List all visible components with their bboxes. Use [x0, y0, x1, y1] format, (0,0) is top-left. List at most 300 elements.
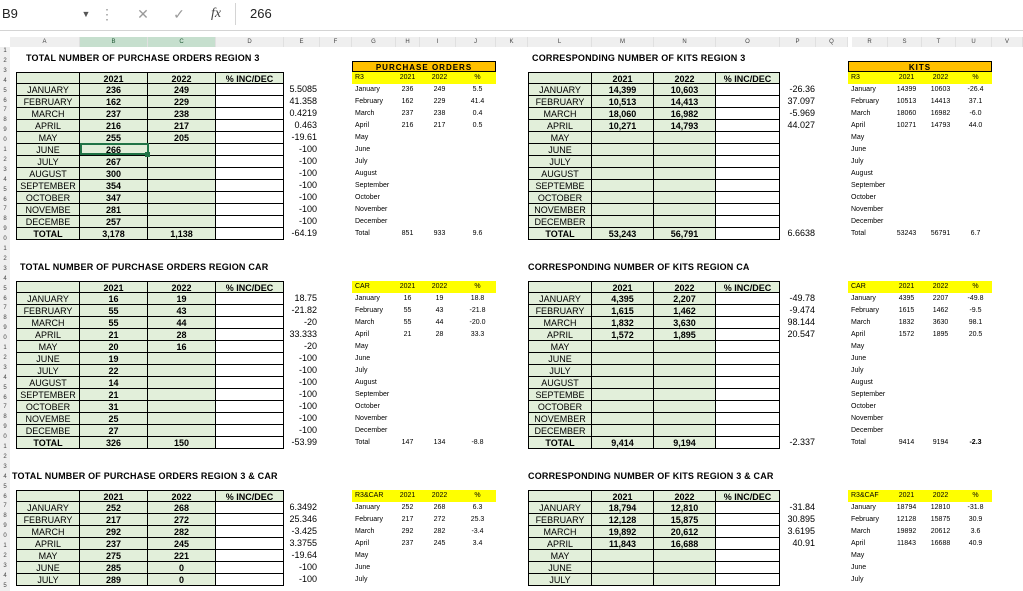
row-header[interactable]: 3	[3, 166, 7, 173]
kits-pct-change-cell[interactable]	[774, 204, 818, 216]
value-cell[interactable]	[216, 365, 284, 377]
summary-cell[interactable]	[922, 353, 956, 365]
kits-value-cell[interactable]: 16,982	[654, 108, 716, 120]
summary-cell[interactable]: 3.6	[970, 528, 981, 535]
summary-cell[interactable]	[956, 132, 992, 144]
summary-cell[interactable]	[456, 156, 496, 168]
summary-cell[interactable]	[922, 180, 956, 192]
kits-pct-change-cell[interactable]	[774, 156, 818, 168]
summary-cell[interactable]: -26.4	[967, 86, 984, 93]
value-cell[interactable]: 28	[148, 329, 216, 341]
value-cell[interactable]: 236	[80, 84, 148, 96]
kits-value-cell[interactable]	[716, 317, 780, 329]
kits-value-cell[interactable]	[716, 329, 780, 341]
month-cell[interactable]: FEBRUARY	[16, 305, 80, 317]
summary-cell[interactable]: September	[355, 391, 390, 398]
summary-cell[interactable]	[456, 562, 496, 574]
kits-value-cell[interactable]	[716, 574, 780, 586]
summary-cell[interactable]: 3630	[932, 319, 949, 326]
column-header-p[interactable]: P	[780, 37, 816, 47]
summary-cell[interactable]	[420, 353, 456, 365]
kits-value-cell[interactable]	[654, 156, 716, 168]
summary-cell[interactable]	[420, 365, 456, 377]
month-cell[interactable]: NOVEMBE	[16, 413, 80, 425]
row-header[interactable]: 2	[3, 354, 7, 361]
kits-value-cell[interactable]	[654, 353, 716, 365]
summary-cell[interactable]: 15875	[930, 516, 951, 523]
pct-change-cell[interactable]: 0.4219	[289, 108, 317, 118]
kits-pct-change-cell[interactable]	[774, 192, 818, 204]
pct-change-cell[interactable]: 5.5085	[289, 84, 317, 94]
summary-cell[interactable]: June	[851, 564, 867, 571]
summary-cell[interactable]	[888, 132, 922, 144]
kits-value-cell[interactable]: 1,615	[592, 305, 654, 317]
value-cell[interactable]: 252	[80, 502, 148, 514]
row-header[interactable]: 7	[3, 305, 7, 312]
summary-cell[interactable]	[922, 574, 956, 586]
month-cell[interactable]: JULY	[528, 365, 592, 377]
value-cell[interactable]	[216, 413, 284, 425]
column-header-v[interactable]: V	[992, 37, 1023, 47]
value-cell[interactable]: 289	[80, 574, 148, 586]
kits-value-cell[interactable]	[654, 144, 716, 156]
summary-cell[interactable]	[420, 401, 456, 413]
summary-cell[interactable]	[956, 144, 992, 156]
kits-value-cell[interactable]	[716, 192, 780, 204]
value-cell[interactable]: 31	[80, 401, 148, 413]
value-cell[interactable]	[216, 574, 284, 586]
summary-cell[interactable]: June	[851, 146, 867, 153]
value-cell[interactable]: 347	[80, 192, 148, 204]
row-header[interactable]: 9	[3, 424, 7, 431]
month-cell[interactable]: NOVEMBER	[528, 413, 592, 425]
kits-value-cell[interactable]	[654, 180, 716, 192]
value-cell[interactable]: 162	[80, 96, 148, 108]
cancel-icon[interactable]: ✕	[137, 6, 149, 22]
value-cell[interactable]: 22	[80, 365, 148, 377]
summary-cell[interactable]: 20.5	[968, 331, 983, 338]
month-cell[interactable]: JUNE	[528, 144, 592, 156]
month-cell[interactable]: AUGUST	[528, 377, 592, 389]
summary-cell[interactable]: 1572	[898, 331, 915, 338]
value-cell[interactable]: 55	[80, 305, 148, 317]
summary-cell[interactable]	[888, 204, 922, 216]
kits-pct-change-cell[interactable]	[774, 425, 818, 437]
row-header[interactable]: 7	[3, 404, 7, 411]
kits-value-cell[interactable]	[716, 389, 780, 401]
summary-cell[interactable]	[420, 168, 456, 180]
summary-cell[interactable]	[420, 216, 456, 228]
pct-change-cell[interactable]: -64.19	[291, 228, 317, 238]
column-header-m[interactable]: M	[592, 37, 654, 47]
summary-cell[interactable]	[888, 156, 922, 168]
month-cell[interactable]: JUNE	[528, 353, 592, 365]
summary-cell[interactable]: April	[355, 540, 370, 547]
summary-cell[interactable]: October	[355, 403, 380, 410]
month-cell[interactable]: JUNE	[16, 353, 80, 365]
kits-value-cell[interactable]	[716, 156, 780, 168]
kits-value-cell[interactable]	[592, 156, 654, 168]
month-cell[interactable]: APRIL	[16, 538, 80, 550]
summary-cell[interactable]: November	[851, 206, 884, 213]
kits-value-cell[interactable]	[654, 562, 716, 574]
summary-cell[interactable]: March	[851, 319, 871, 326]
summary-cell[interactable]: July	[851, 158, 864, 165]
formula-input[interactable]: 266	[235, 3, 1023, 25]
summary-cell[interactable]: September	[851, 182, 886, 189]
value-cell[interactable]	[216, 204, 284, 216]
month-cell[interactable]: DECEMBER	[528, 425, 592, 437]
summary-cell[interactable]: December	[851, 218, 884, 225]
row-header[interactable]: 5	[3, 483, 7, 490]
summary-cell[interactable]	[392, 401, 420, 413]
row-header[interactable]: 0	[3, 236, 7, 243]
pct-change-cell[interactable]: 18.75	[294, 293, 317, 303]
summary-cell[interactable]: 249	[433, 86, 446, 93]
summary-cell[interactable]	[956, 365, 992, 377]
kits-pct-change-cell[interactable]: 20.547	[787, 329, 815, 339]
summary-cell[interactable]: February	[355, 307, 384, 314]
summary-cell[interactable]: February	[355, 98, 384, 105]
summary-cell[interactable]	[420, 562, 456, 574]
summary-cell[interactable]	[888, 180, 922, 192]
summary-cell[interactable]	[392, 365, 420, 377]
pct-change-cell[interactable]: -100	[298, 389, 317, 399]
summary-cell[interactable]: 16688	[930, 540, 951, 547]
summary-cell[interactable]	[456, 192, 496, 204]
summary-cell[interactable]	[956, 156, 992, 168]
pct-change-cell[interactable]: -19.64	[291, 550, 317, 560]
value-cell[interactable]: 25	[80, 413, 148, 425]
summary-cell[interactable]: June	[355, 564, 371, 571]
kits-value-cell[interactable]: 11,843	[592, 538, 654, 550]
column-header-a[interactable]: A	[10, 37, 80, 47]
month-cell[interactable]: JANUARY	[16, 293, 80, 305]
summary-cell[interactable]: April	[851, 122, 866, 129]
summary-cell[interactable]	[392, 389, 420, 401]
summary-cell[interactable]	[392, 156, 420, 168]
month-cell[interactable]: MAY	[16, 132, 80, 144]
summary-cell[interactable]	[420, 574, 456, 586]
summary-cell[interactable]: January	[851, 295, 876, 302]
kits-value-cell[interactable]	[654, 550, 716, 562]
value-cell[interactable]	[216, 180, 284, 192]
kits-value-cell[interactable]	[716, 526, 780, 538]
column-header-u[interactable]: U	[956, 37, 992, 47]
pct-change-cell[interactable]: -100	[298, 144, 317, 154]
value-cell[interactable]	[216, 353, 284, 365]
row-header[interactable]: 8	[3, 315, 7, 322]
summary-cell[interactable]: May	[851, 343, 865, 350]
summary-cell[interactable]: August	[355, 379, 377, 386]
summary-cell[interactable]	[888, 377, 922, 389]
kits-value-cell[interactable]	[716, 180, 780, 192]
summary-cell[interactable]	[392, 341, 420, 353]
kits-pct-change-cell[interactable]	[774, 144, 818, 156]
row-header[interactable]: 5	[3, 186, 7, 193]
value-cell[interactable]	[216, 502, 284, 514]
row-header[interactable]: 8	[3, 117, 7, 124]
kits-value-cell[interactable]	[592, 341, 654, 353]
summary-cell[interactable]: 30.9	[968, 516, 983, 523]
summary-cell[interactable]: 6.7	[970, 230, 981, 237]
summary-cell[interactable]: 44	[435, 319, 444, 326]
kits-value-cell[interactable]	[716, 502, 780, 514]
month-cell[interactable]: AUGUST	[16, 168, 80, 180]
kits-value-cell[interactable]	[654, 204, 716, 216]
summary-cell[interactable]	[922, 341, 956, 353]
summary-cell[interactable]: 40.9	[968, 540, 983, 547]
summary-cell[interactable]	[420, 192, 456, 204]
kits-pct-change-cell[interactable]	[774, 216, 818, 228]
kits-value-cell[interactable]	[716, 365, 780, 377]
summary-cell[interactable]	[392, 413, 420, 425]
kits-value-cell[interactable]	[592, 144, 654, 156]
value-cell[interactable]	[216, 305, 284, 317]
value-cell[interactable]	[216, 437, 284, 449]
summary-cell[interactable]	[956, 180, 992, 192]
kits-pct-change-cell[interactable]: -31.84	[789, 502, 815, 512]
value-cell[interactable]: 20	[80, 341, 148, 353]
insert-function-icon[interactable]: fx	[210, 6, 222, 21]
kits-pct-change-cell[interactable]	[774, 389, 818, 401]
month-cell[interactable]: JULY	[528, 156, 592, 168]
month-cell[interactable]: AUGUST	[16, 377, 80, 389]
summary-cell[interactable]: 18794	[896, 504, 917, 511]
summary-cell[interactable]	[956, 204, 992, 216]
kits-value-cell[interactable]	[592, 562, 654, 574]
kits-value-cell[interactable]: 10,513	[592, 96, 654, 108]
summary-cell[interactable]: 162	[401, 98, 414, 105]
enter-icon[interactable]: ✓	[173, 6, 185, 22]
month-cell[interactable]: SEPTEMBE	[528, 180, 592, 192]
kits-value-cell[interactable]: 14,413	[654, 96, 716, 108]
summary-cell[interactable]	[888, 353, 922, 365]
summary-cell[interactable]	[456, 401, 496, 413]
kits-value-cell[interactable]	[592, 365, 654, 377]
value-cell[interactable]	[148, 156, 216, 168]
pct-change-cell[interactable]: -100	[298, 425, 317, 435]
row-header[interactable]: 8	[3, 513, 7, 520]
summary-cell[interactable]: May	[355, 343, 369, 350]
summary-cell[interactable]: January	[355, 86, 380, 93]
value-cell[interactable]: 217	[80, 514, 148, 526]
summary-cell[interactable]: -9.5	[969, 307, 982, 314]
summary-cell[interactable]: 19892	[896, 528, 917, 535]
summary-cell[interactable]	[456, 144, 496, 156]
summary-cell[interactable]: 14793	[930, 122, 951, 129]
kits-value-cell[interactable]	[592, 401, 654, 413]
kits-value-cell[interactable]	[716, 168, 780, 180]
summary-cell[interactable]	[888, 401, 922, 413]
column-header-j[interactable]: J	[456, 37, 496, 47]
summary-cell[interactable]	[888, 550, 922, 562]
month-cell[interactable]: DECEMBER	[528, 216, 592, 228]
summary-cell[interactable]	[420, 550, 456, 562]
column-header-c[interactable]: C	[148, 37, 216, 47]
kits-value-cell[interactable]	[654, 377, 716, 389]
row-header[interactable]: 6	[3, 196, 7, 203]
summary-cell[interactable]: August	[355, 170, 377, 177]
value-cell[interactable]: 326	[80, 437, 148, 449]
kits-pct-change-cell[interactable]	[774, 365, 818, 377]
row-header[interactable]: 2	[3, 255, 7, 262]
kits-value-cell[interactable]	[716, 204, 780, 216]
summary-cell[interactable]: December	[355, 427, 388, 434]
summary-cell[interactable]	[888, 562, 922, 574]
kits-value-cell[interactable]	[716, 413, 780, 425]
summary-cell[interactable]: 56791	[930, 230, 951, 237]
summary-cell[interactable]	[392, 425, 420, 437]
row-header[interactable]: 9	[3, 127, 7, 134]
kits-value-cell[interactable]	[716, 132, 780, 144]
summary-cell[interactable]: 11843	[897, 540, 916, 547]
summary-cell[interactable]: 237	[401, 110, 414, 117]
value-cell[interactable]	[216, 192, 284, 204]
value-cell[interactable]	[148, 377, 216, 389]
value-cell[interactable]: 282	[148, 526, 216, 538]
month-cell[interactable]: TOTAL	[16, 228, 80, 240]
kits-pct-change-cell[interactable]: 3.6195	[787, 526, 815, 536]
summary-cell[interactable]: 10603	[930, 86, 951, 93]
kits-value-cell[interactable]: 9,194	[654, 437, 716, 449]
summary-cell[interactable]: 18060	[896, 110, 917, 117]
value-cell[interactable]: 237	[80, 538, 148, 550]
summary-cell[interactable]	[922, 365, 956, 377]
summary-cell[interactable]: 14399	[896, 86, 917, 93]
month-cell[interactable]: JANUARY	[16, 84, 80, 96]
pct-change-cell[interactable]: -100	[298, 562, 317, 572]
name-box[interactable]: B9	[2, 6, 18, 21]
summary-cell[interactable]: April	[355, 122, 370, 129]
kits-pct-change-cell[interactable]: 6.6638	[787, 228, 815, 238]
kits-value-cell[interactable]: 12,810	[654, 502, 716, 514]
kits-pct-change-cell[interactable]	[774, 353, 818, 365]
pct-change-cell[interactable]: 41.358	[289, 96, 317, 106]
row-header[interactable]: 4	[3, 275, 7, 282]
row-header[interactable]: 6	[3, 493, 7, 500]
summary-cell[interactable]	[392, 574, 420, 586]
month-cell[interactable]: JANUARY	[16, 502, 80, 514]
value-cell[interactable]: 16	[80, 293, 148, 305]
summary-cell[interactable]	[456, 132, 496, 144]
kits-value-cell[interactable]: 1,462	[654, 305, 716, 317]
month-cell[interactable]: APRIL	[528, 120, 592, 132]
summary-cell[interactable]	[922, 562, 956, 574]
summary-cell[interactable]	[956, 341, 992, 353]
summary-cell[interactable]: May	[851, 134, 865, 141]
month-cell[interactable]: JULY	[16, 574, 80, 586]
row-header[interactable]: 6	[3, 394, 7, 401]
pct-change-cell[interactable]: -100	[298, 168, 317, 178]
summary-cell[interactable]	[888, 216, 922, 228]
pct-change-cell[interactable]: -100	[298, 353, 317, 363]
summary-cell[interactable]: December	[851, 427, 884, 434]
value-cell[interactable]: 255	[80, 132, 148, 144]
summary-cell[interactable]: 268	[433, 504, 446, 511]
kits-value-cell[interactable]	[592, 168, 654, 180]
value-cell[interactable]	[216, 389, 284, 401]
month-cell[interactable]: TOTAL	[528, 228, 592, 240]
month-cell[interactable]: JANUARY	[528, 84, 592, 96]
kits-value-cell[interactable]: 1,572	[592, 329, 654, 341]
summary-cell[interactable]: January	[355, 295, 380, 302]
summary-cell[interactable]: 147	[401, 439, 414, 446]
value-cell[interactable]: 21	[80, 329, 148, 341]
row-header[interactable]: 8	[3, 216, 7, 223]
summary-cell[interactable]: March	[355, 110, 375, 117]
summary-cell[interactable]: 1462	[932, 307, 949, 314]
summary-cell[interactable]: 9194	[932, 439, 949, 446]
value-cell[interactable]: 21	[80, 389, 148, 401]
kits-value-cell[interactable]	[592, 425, 654, 437]
kits-pct-change-cell[interactable]	[774, 413, 818, 425]
summary-cell[interactable]	[956, 192, 992, 204]
kits-value-cell[interactable]	[716, 305, 780, 317]
value-cell[interactable]	[216, 108, 284, 120]
value-cell[interactable]: 19	[80, 353, 148, 365]
summary-cell[interactable]: 217	[401, 516, 414, 523]
kits-value-cell[interactable]: 14,399	[592, 84, 654, 96]
summary-cell[interactable]: June	[851, 355, 867, 362]
month-cell[interactable]: MARCH	[528, 108, 592, 120]
summary-cell[interactable]	[392, 132, 420, 144]
row-header[interactable]: 3	[3, 364, 7, 371]
summary-cell[interactable]: 20612	[930, 528, 951, 535]
summary-cell[interactable]: 10271	[896, 122, 917, 129]
summary-cell[interactable]	[456, 550, 496, 562]
kits-pct-change-cell[interactable]: -49.78	[789, 293, 815, 303]
value-cell[interactable]	[148, 389, 216, 401]
summary-cell[interactable]: 16	[403, 295, 412, 302]
value-cell[interactable]	[216, 425, 284, 437]
value-cell[interactable]: 266	[80, 144, 148, 156]
value-cell[interactable]: 354	[80, 180, 148, 192]
month-cell[interactable]: MAY	[528, 550, 592, 562]
summary-cell[interactable]: February	[355, 516, 384, 523]
summary-cell[interactable]	[392, 144, 420, 156]
summary-cell[interactable]: 9414	[898, 439, 915, 446]
kits-value-cell[interactable]: 18,060	[592, 108, 654, 120]
row-header[interactable]: 1	[3, 246, 7, 252]
kits-value-cell[interactable]	[716, 562, 780, 574]
summary-cell[interactable]	[456, 168, 496, 180]
month-cell[interactable]: MARCH	[16, 317, 80, 329]
value-cell[interactable]	[216, 228, 284, 240]
summary-cell[interactable]: -49.8	[967, 295, 984, 302]
summary-cell[interactable]: -2.3	[969, 439, 982, 446]
summary-cell[interactable]: 44.0	[968, 122, 983, 129]
summary-cell[interactable]	[392, 562, 420, 574]
kits-value-cell[interactable]	[654, 365, 716, 377]
row-header[interactable]: 7	[3, 206, 7, 213]
summary-cell[interactable]	[956, 562, 992, 574]
row-header[interactable]: 5	[3, 87, 7, 94]
kits-value-cell[interactable]	[716, 341, 780, 353]
month-cell[interactable]: MAY	[16, 550, 80, 562]
kits-value-cell[interactable]	[716, 144, 780, 156]
kits-value-cell[interactable]	[654, 216, 716, 228]
summary-cell[interactable]	[888, 168, 922, 180]
summary-cell[interactable]: -8.8	[471, 439, 484, 446]
summary-cell[interactable]	[922, 144, 956, 156]
summary-cell[interactable]	[922, 413, 956, 425]
summary-cell[interactable]	[956, 413, 992, 425]
summary-cell[interactable]: 53243	[896, 230, 917, 237]
summary-cell[interactable]	[922, 204, 956, 216]
kits-pct-change-cell[interactable]	[774, 341, 818, 353]
summary-cell[interactable]	[420, 389, 456, 401]
